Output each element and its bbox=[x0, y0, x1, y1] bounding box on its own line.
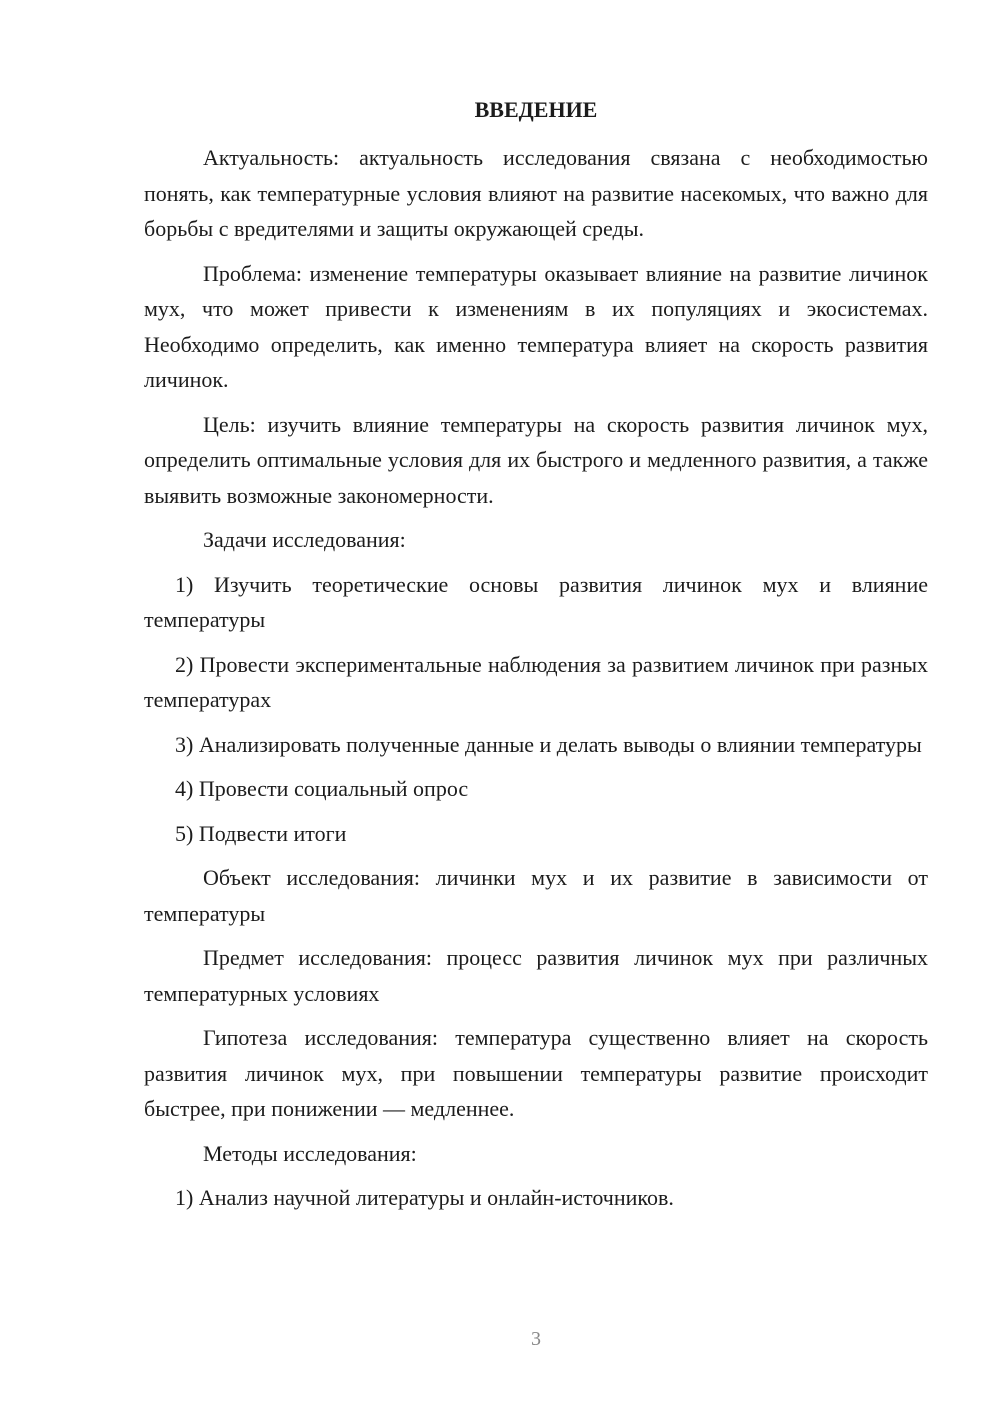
task-item: 1) Изучить теоретические основы развития личинок мух и влияние температуры bbox=[144, 571, 928, 632]
method-item: 1) Анализ научной литературы и онлайн-источников. bbox=[175, 1185, 674, 1210]
task-item: 2) Провести экспериментальные наблюдения за развитием личинок при разных температурах bbox=[144, 651, 928, 712]
methods-heading: Методы исследования: bbox=[203, 1140, 417, 1166]
task-item: 5) Подвести итоги bbox=[175, 820, 347, 846]
hypothesis-paragraph: Гипотеза исследования: температура существенно влияет на скорость развития личинок мух, при повышении температуры развитие происходит быстрее, при понижении — медленнее. bbox=[144, 1025, 928, 1121]
page-number: 3 bbox=[531, 1328, 541, 1350]
relevance-paragraph: Актуальность: актуальность исследования связана с необходимостью понять, как температурные условия влияют на развитие насекомых, что важно для борьбы с вредителями и защиты окружающей среды. bbox=[144, 145, 928, 241]
tasks-heading: Задачи исследования: bbox=[203, 527, 406, 552]
task-item: 3) Анализировать полученные данные и делать выводы о влиянии температуры bbox=[175, 731, 922, 757]
subject-paragraph: Предмет исследования: процесс развития личинок мух при различных температурных условиях bbox=[144, 945, 928, 1006]
section-title: ВВЕДЕНИЕ bbox=[474, 97, 598, 122]
document-page bbox=[144, 92, 928, 1225]
object-paragraph: Объект исследования: личинки мух и их развитие в зависимости от температуры bbox=[144, 865, 928, 926]
goal-paragraph: Цель: изучить влияние температуры на скорость развития личинок мух, определить оптимальные условия для их быстрого и медленного развития, а также выявить возможные закономерности. bbox=[144, 411, 928, 508]
problem-paragraph: Проблема: изменение температуры оказывает влияние на развитие личинок мух, что может привести к изменениям в их популяциях и экосистемах. Необходимо определить, как именно температура влияет на скорость развития личинок. bbox=[144, 260, 928, 392]
task-item: 4) Провести социальный опрос bbox=[175, 776, 469, 801]
